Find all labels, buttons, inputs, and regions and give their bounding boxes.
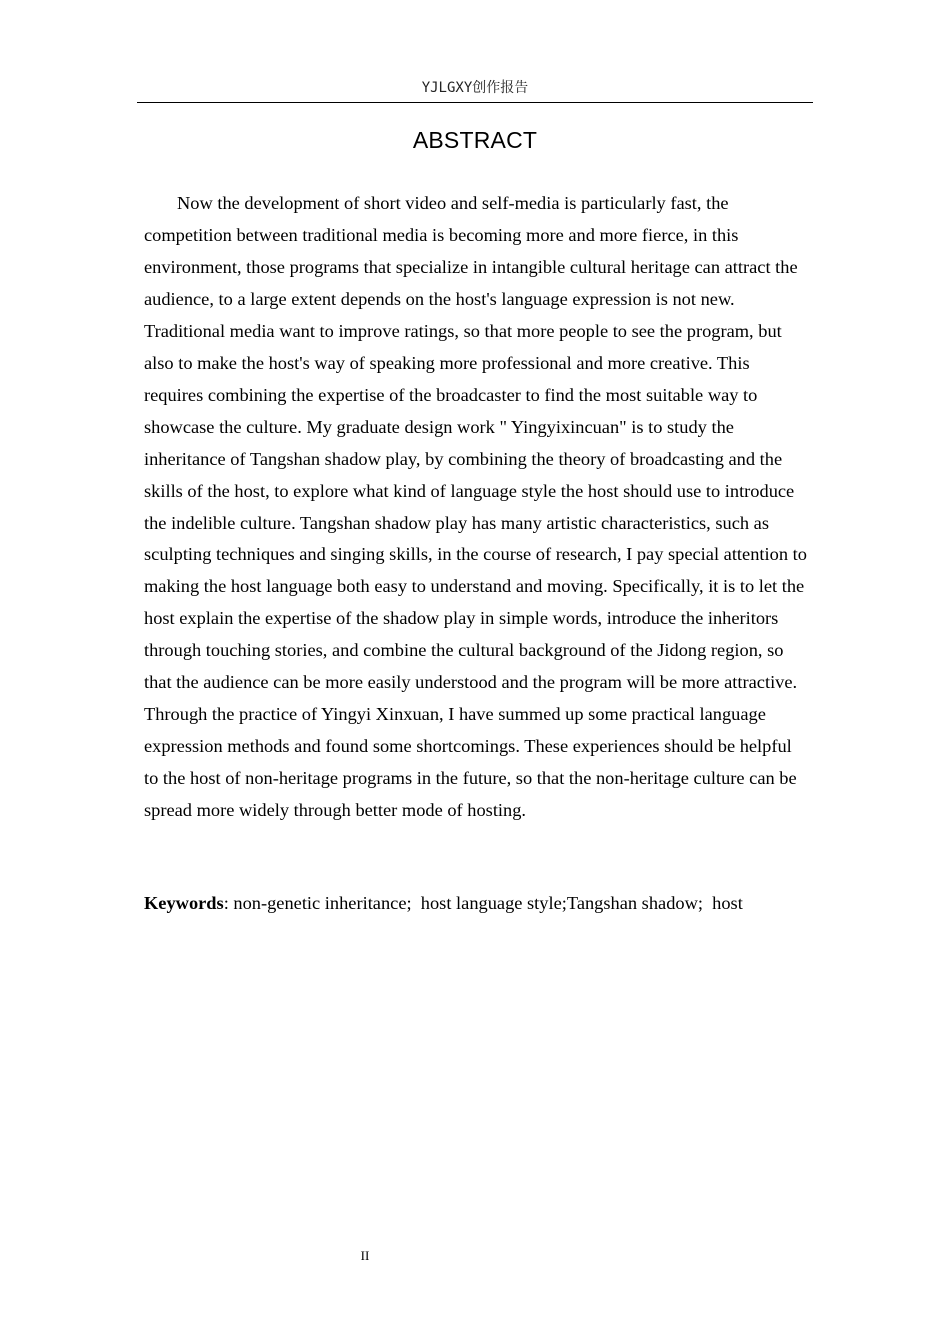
page-number: II: [360, 1248, 370, 1263]
keywords-line: [144, 887, 808, 919]
abstract-title: ABSTRACT: [412, 127, 538, 153]
running-header: YJLGXY创作报告: [421, 80, 529, 96]
keywords-label: Keywords: [144, 893, 224, 913]
abstract-body: Now the development of short video and self-media is particularly fast, the competition between traditional media is becoming more and more fierce, in this environment, those programs that specialize in intangible cultural heritage can attract the audience, to a large extent depends on the host's language expression is not new. Traditional media want to improve ratings, so that more people to see the program, but also to make the host's way of speaking more professional and more creative. This requires combining the expertise of the broadcaster to find the most suitable way to showcase the culture. My graduate design work " Yingyixincuan" is to study the inheritance of Tangshan shadow play, by combining the theory of broadcasting and the skills of the host, to explore what kind of language style the host should use to introduce the indelible culture. Tangshan shadow play has many artistic characteristics, such as sculpting techniques and singing skills, in the course of research, I pay special attention to making the host language both easy to understand and moving. Specifically, it is to let the host explain the expertise of the shadow play in simple words, introduce the inheritors through touching stories, and combine the cultural background of the Jidong region, so that the audience can be more easily understood and the program will be more attractive. Through the practice of Yingyi Xinxuan, I have summed up some practical language expression methods and found some shortcomings. These experiences should be helpful to the host of non-heritage programs in the future, so that the non-heritage culture can be spread more widely through better mode of hosting.: [144, 193, 807, 821]
header-divider: [137, 102, 813, 103]
keywords-text: : non-genetic inheritance; host language style;Tangshan shadow; host: [223, 893, 743, 913]
